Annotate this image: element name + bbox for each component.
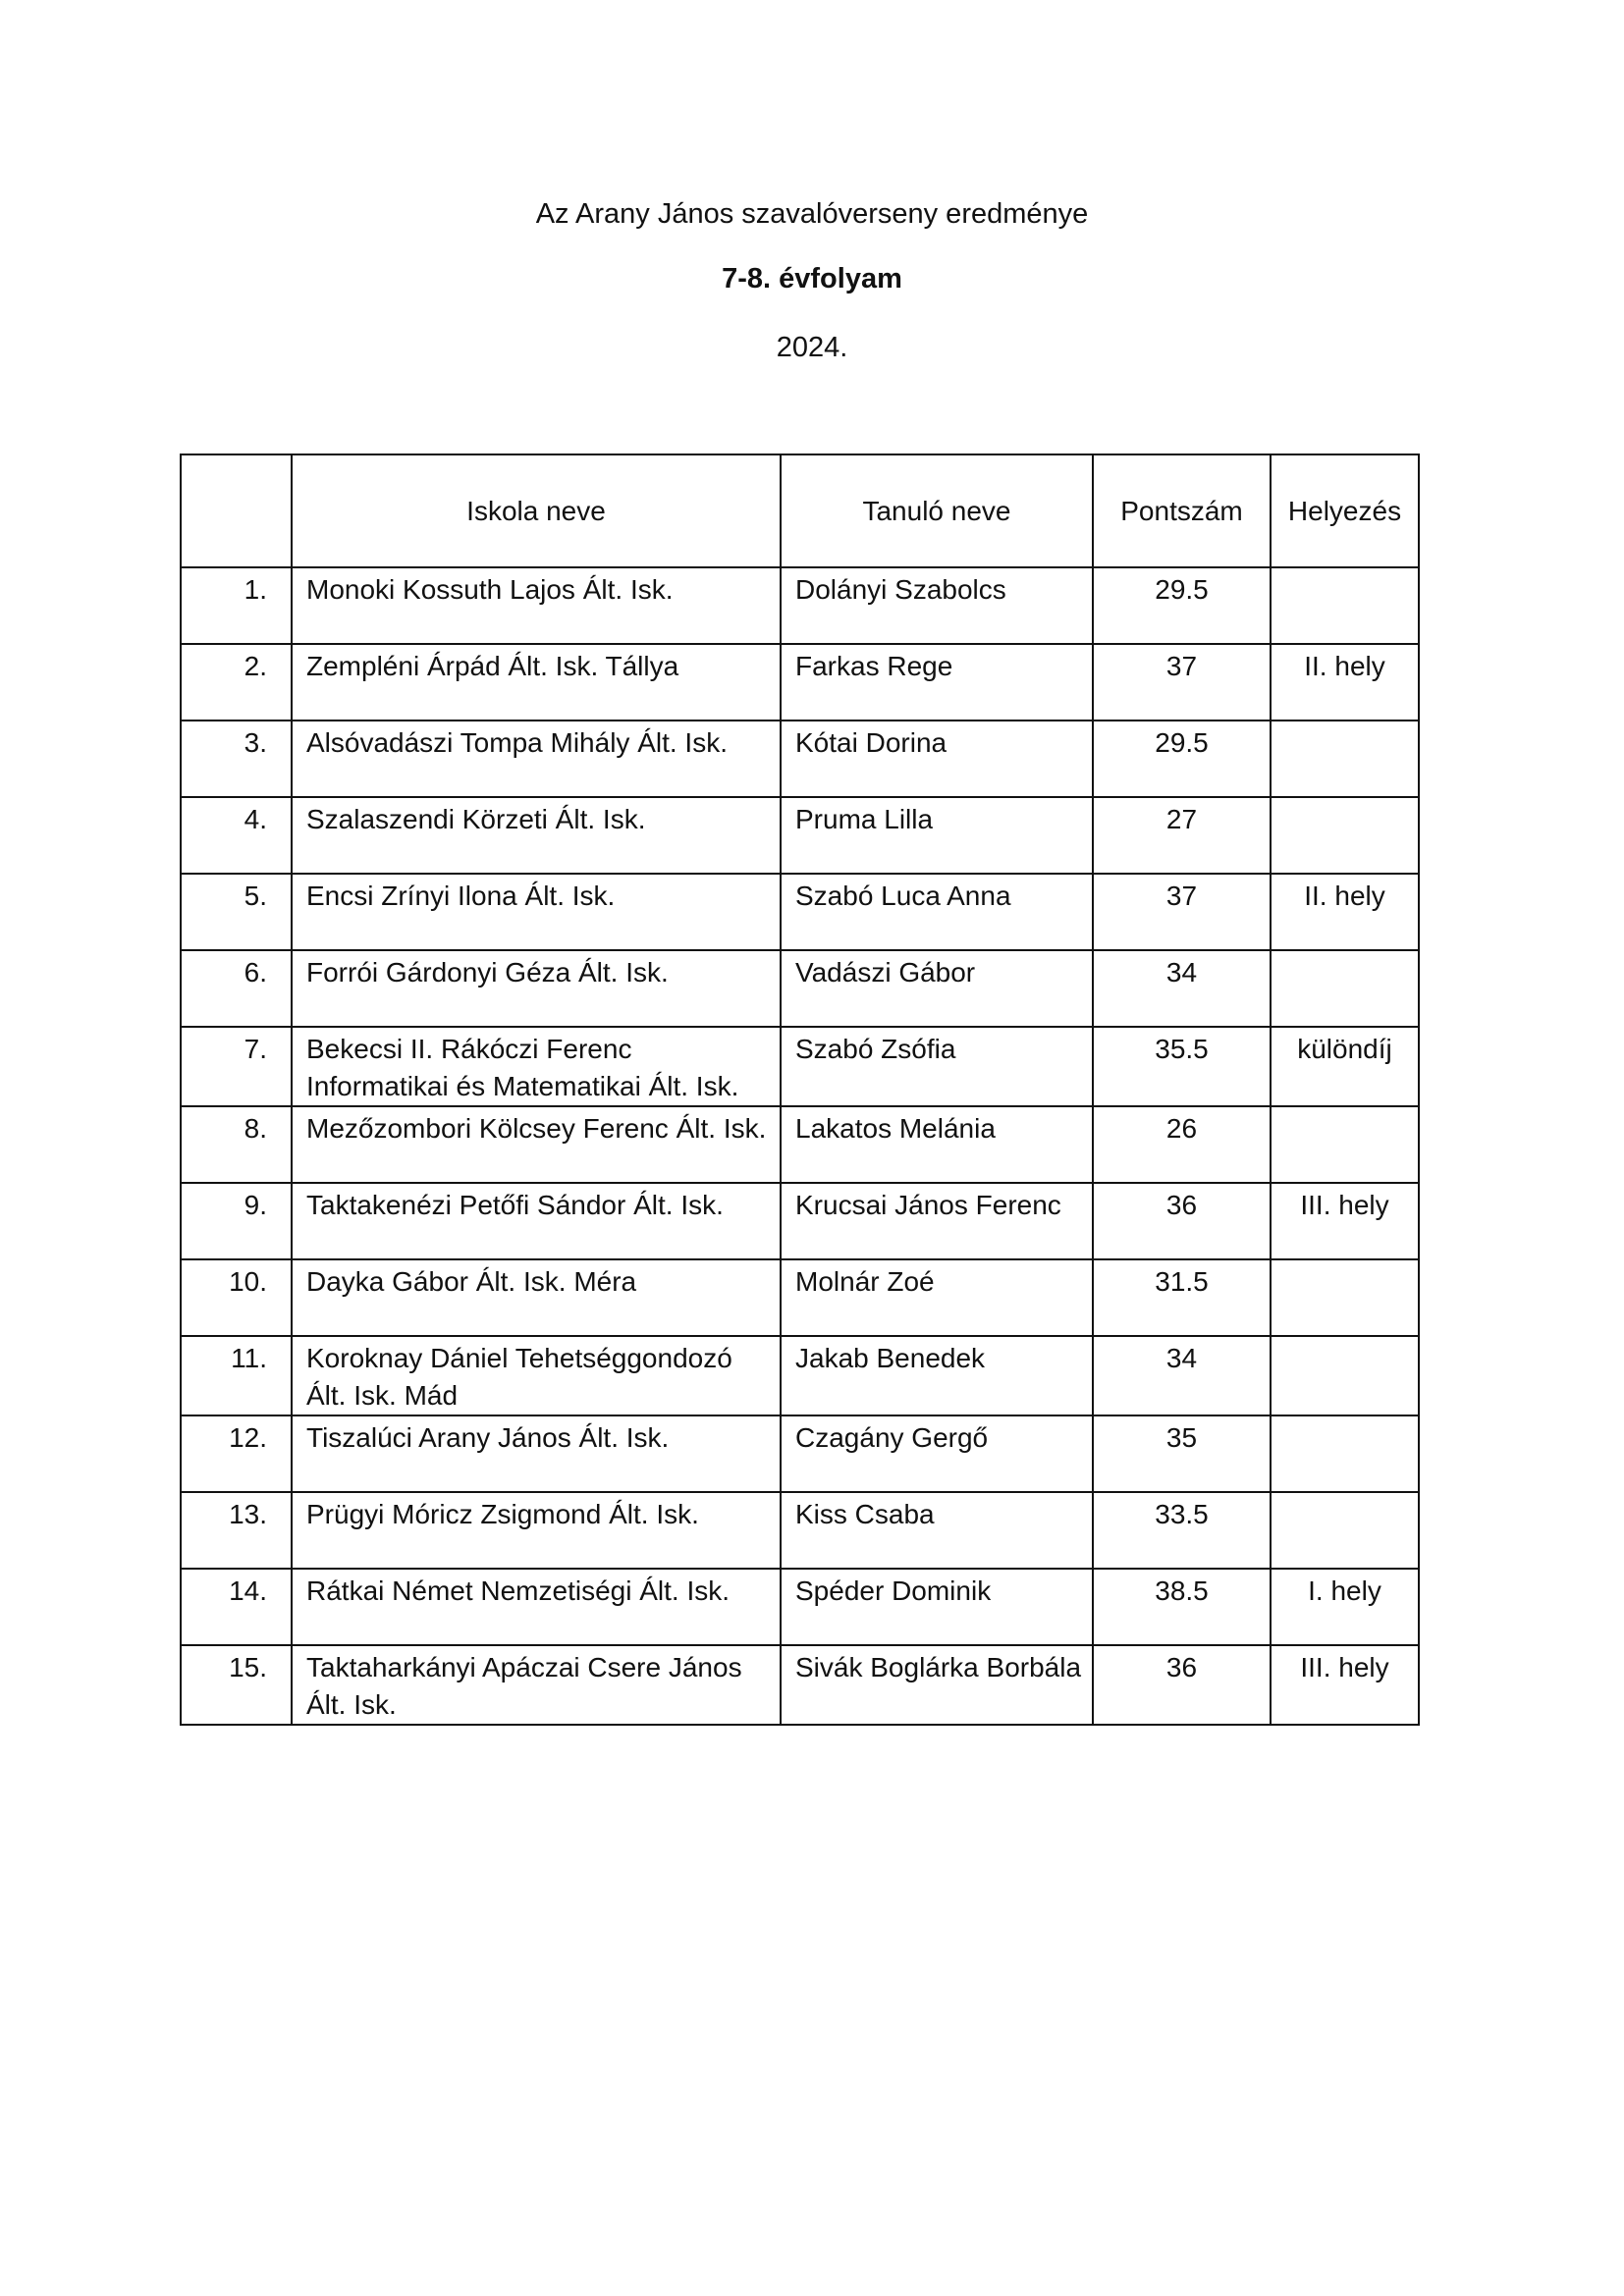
cell-student: Molnár Zoé — [781, 1259, 1093, 1336]
table-row — [181, 1027, 1419, 1106]
cell-place — [1271, 1415, 1419, 1492]
cell-student: Kiss Csaba — [781, 1492, 1093, 1569]
cell-place: I. hely — [1271, 1569, 1419, 1645]
cell-school: Szalaszendi Körzeti Ált. Isk. — [292, 797, 781, 874]
cell-place: III. hely — [1271, 1645, 1419, 1725]
table-row — [181, 874, 1419, 950]
results-body — [181, 567, 1419, 1725]
cell-school: Alsóvadászi Tompa Mihály Ált. Isk. — [292, 721, 781, 797]
cell-student: Farkas Rege — [781, 644, 1093, 721]
table-row — [181, 950, 1419, 1027]
cell-score: 31.5 — [1093, 1259, 1271, 1336]
cell-student: Czagány Gergő — [781, 1415, 1093, 1492]
cell-place — [1271, 1106, 1419, 1183]
table-row — [181, 1492, 1419, 1569]
cell-score: 37 — [1093, 644, 1271, 721]
cell-score: 35 — [1093, 1415, 1271, 1492]
cell-num: 2. — [181, 644, 292, 721]
cell-school: Dayka Gábor Ált. Isk. Méra — [292, 1259, 781, 1336]
cell-num: 12. — [181, 1415, 292, 1492]
table-row — [181, 1183, 1419, 1259]
cell-score: 33.5 — [1093, 1492, 1271, 1569]
cell-score: 37 — [1093, 874, 1271, 950]
table-row — [181, 1259, 1419, 1336]
page-year: 2024. — [776, 332, 848, 363]
cell-place — [1271, 1336, 1419, 1415]
cell-num: 5. — [181, 874, 292, 950]
header-num — [181, 454, 292, 567]
table-row — [181, 1645, 1419, 1725]
cell-school: Taktaharkányi Apáczai Csere János Ált. Isk. — [292, 1645, 781, 1725]
cell-num: 1. — [181, 567, 292, 644]
cell-student: Kótai Dorina — [781, 721, 1093, 797]
cell-student: Dolányi Szabolcs — [781, 567, 1093, 644]
cell-place — [1271, 950, 1419, 1027]
cell-score: 26 — [1093, 1106, 1271, 1183]
page-subtitle: 7-8. évfolyam — [722, 263, 902, 294]
cell-student: Krucsai János Ferenc — [781, 1183, 1093, 1259]
table-row — [181, 1336, 1419, 1415]
cell-student: Vadászi Gábor — [781, 950, 1093, 1027]
cell-student: Lakatos Melánia — [781, 1106, 1093, 1183]
cell-score: 35.5 — [1093, 1027, 1271, 1106]
cell-school: Prügyi Móricz Zsigmond Ált. Isk. — [292, 1492, 781, 1569]
cell-num: 9. — [181, 1183, 292, 1259]
cell-school: Monoki Kossuth Lajos Ált. Isk. — [292, 567, 781, 644]
header-score: Pontszám — [1093, 454, 1271, 567]
cell-school: Tiszalúci Arany János Ált. Isk. — [292, 1415, 781, 1492]
cell-score: 27 — [1093, 797, 1271, 874]
header-student: Tanuló neve — [781, 454, 1093, 567]
table-row — [181, 797, 1419, 874]
cell-num: 14. — [181, 1569, 292, 1645]
header-school: Iskola neve — [292, 454, 781, 567]
cell-school: Forrói Gárdonyi Géza Ált. Isk. — [292, 950, 781, 1027]
cell-num: 15. — [181, 1645, 292, 1725]
cell-score: 36 — [1093, 1183, 1271, 1259]
cell-score: 38.5 — [1093, 1569, 1271, 1645]
cell-school: Bekecsi II. Rákóczi Ferenc Informatikai és Matematikai Ált. Isk. — [292, 1027, 781, 1106]
cell-score: 34 — [1093, 950, 1271, 1027]
cell-num: 6. — [181, 950, 292, 1027]
cell-student: Szabó Luca Anna — [781, 874, 1093, 950]
cell-num: 13. — [181, 1492, 292, 1569]
table-row — [181, 721, 1419, 797]
cell-student: Jakab Benedek — [781, 1336, 1093, 1415]
cell-place: különdíj — [1271, 1027, 1419, 1106]
header-row — [181, 454, 1419, 567]
cell-num: 10. — [181, 1259, 292, 1336]
cell-num: 4. — [181, 797, 292, 874]
table-row — [181, 1415, 1419, 1492]
cell-school: Rátkai Német Nemzetiségi Ált. Isk. — [292, 1569, 781, 1645]
cell-score: 34 — [1093, 1336, 1271, 1415]
cell-school: Encsi Zrínyi Ilona Ált. Isk. — [292, 874, 781, 950]
page-title: Az Arany János szavalóverseny eredménye — [535, 198, 1089, 230]
cell-place — [1271, 1492, 1419, 1569]
cell-student: Szabó Zsófia — [781, 1027, 1093, 1106]
cell-school: Mezőzombori Kölcsey Ferenc Ált. Isk. — [292, 1106, 781, 1183]
cell-num: 3. — [181, 721, 292, 797]
table-row — [181, 644, 1419, 721]
cell-num: 7. — [181, 1027, 292, 1106]
cell-score: 29.5 — [1093, 721, 1271, 797]
table-row — [181, 1569, 1419, 1645]
cell-place — [1271, 797, 1419, 874]
cell-place — [1271, 721, 1419, 797]
cell-place — [1271, 567, 1419, 644]
header-place: Helyezés — [1271, 454, 1419, 567]
cell-score: 36 — [1093, 1645, 1271, 1725]
cell-school: Koroknay Dániel Tehetséggondozó Ált. Isk. Mád — [292, 1336, 781, 1415]
table-row — [181, 567, 1419, 644]
cell-place — [1271, 1259, 1419, 1336]
cell-school: Zempléni Árpád Ált. Isk. Tállya — [292, 644, 781, 721]
cell-score: 29.5 — [1093, 567, 1271, 644]
table-row — [181, 1106, 1419, 1183]
cell-num: 8. — [181, 1106, 292, 1183]
cell-student: Spéder Dominik — [781, 1569, 1093, 1645]
cell-place: III. hely — [1271, 1183, 1419, 1259]
cell-student: Pruma Lilla — [781, 797, 1093, 874]
cell-student: Sivák Boglárka Borbála — [781, 1645, 1093, 1725]
cell-place: II. hely — [1271, 874, 1419, 950]
cell-place: II. hely — [1271, 644, 1419, 721]
results-table — [180, 454, 1420, 1726]
cell-school: Taktakenézi Petőfi Sándor Ált. Isk. — [292, 1183, 781, 1259]
cell-num: 11. — [181, 1336, 292, 1415]
